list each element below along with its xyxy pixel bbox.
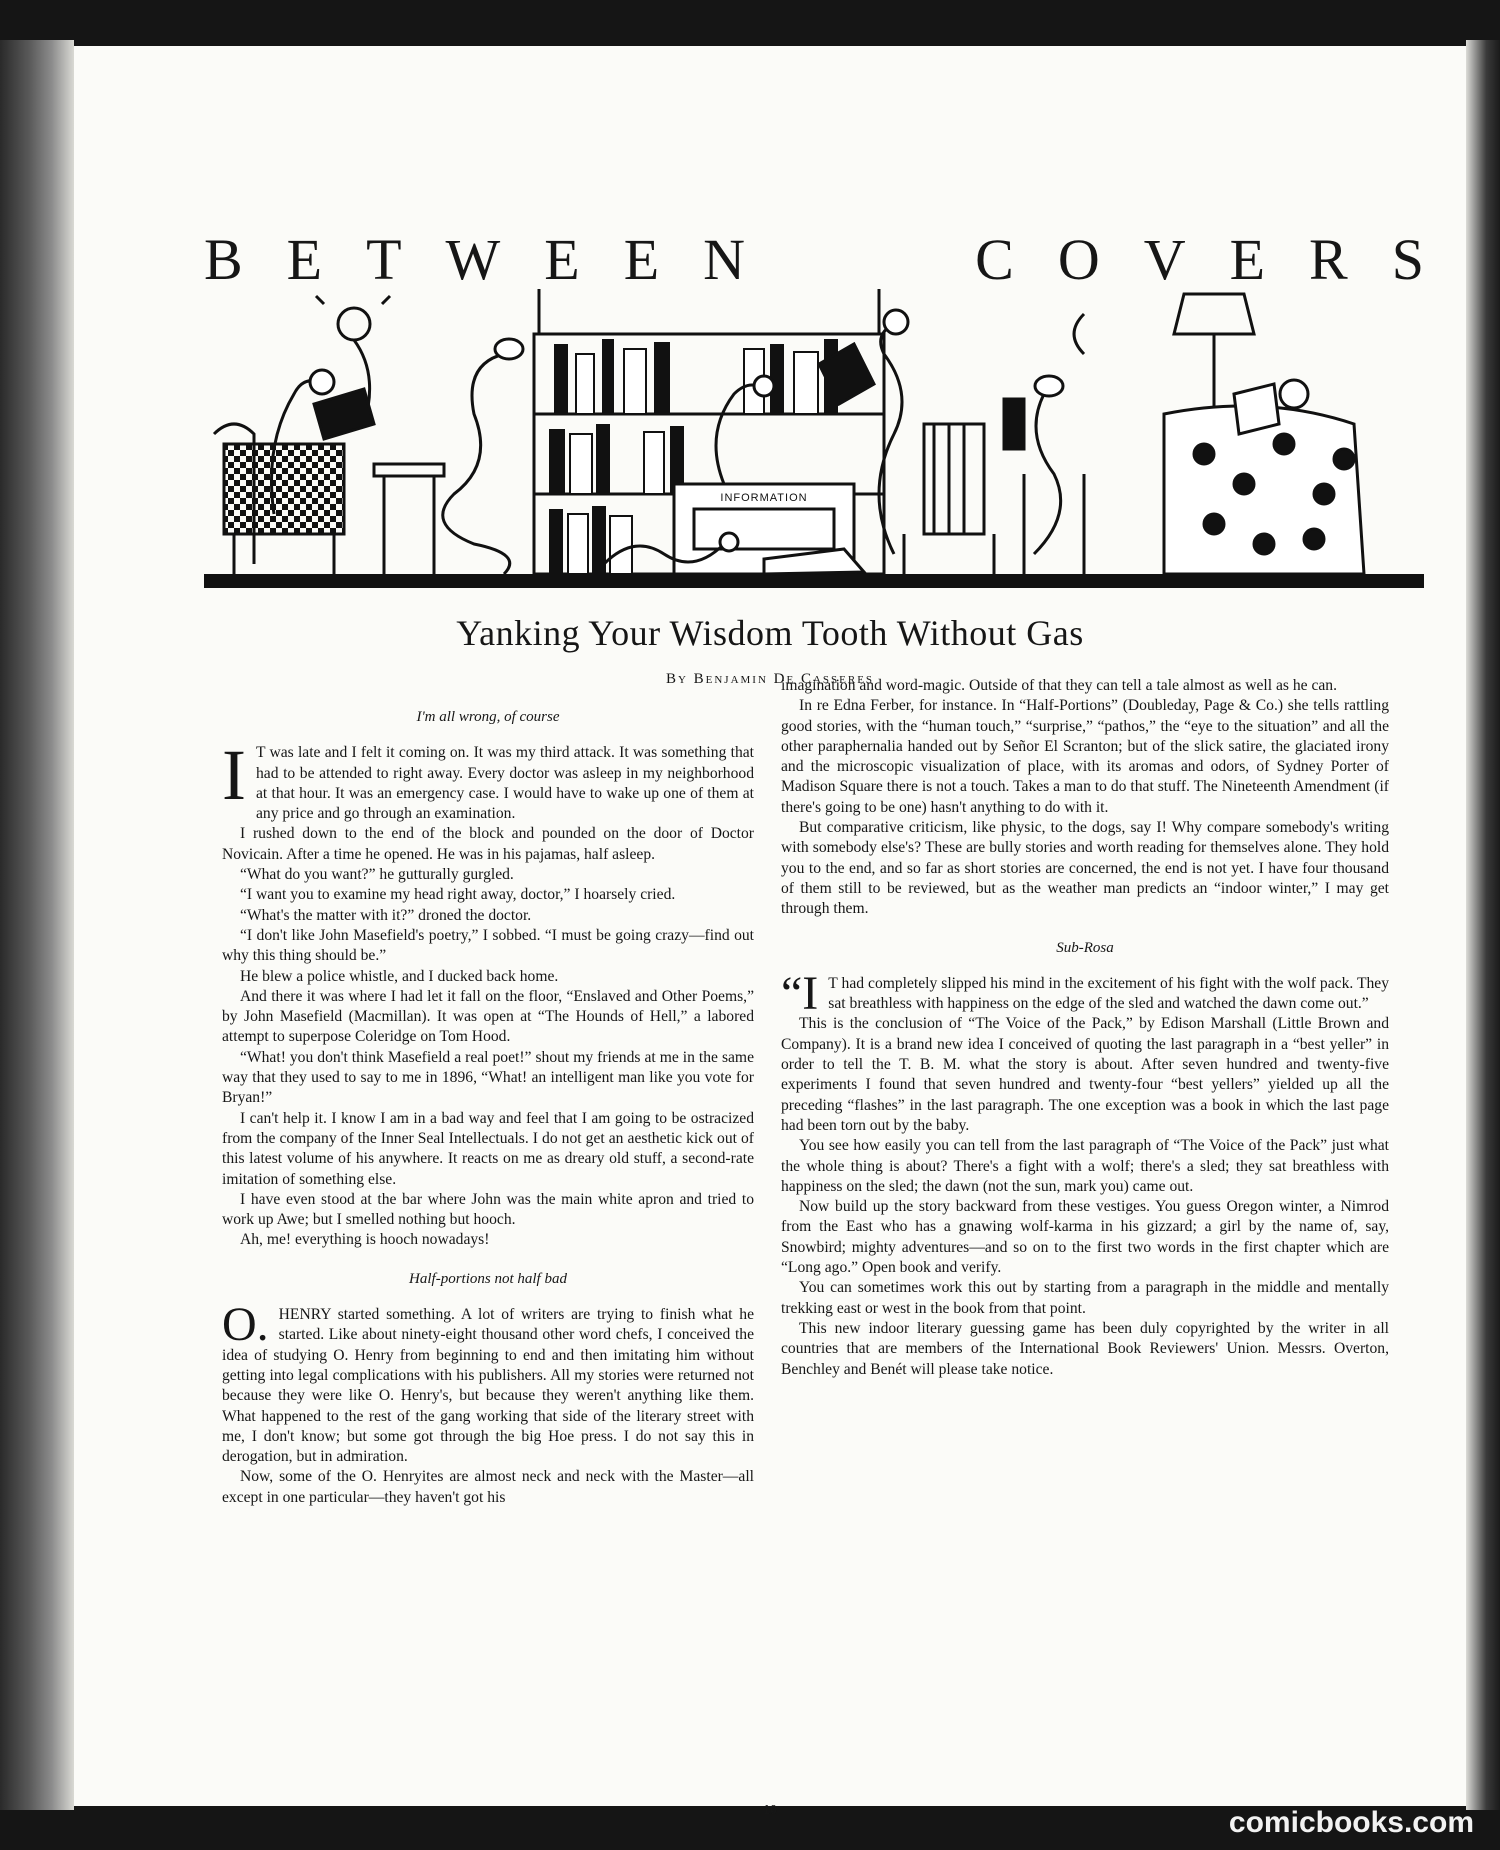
books-bottom-shelf [549, 506, 632, 574]
snake-reading [1004, 376, 1084, 574]
section-heading-sub-rosa: Sub-Rosa [1056, 939, 1114, 956]
paragraph [781, 966, 1389, 1020]
paragraph: I have even stood at the bar where John was the main white apron and tried to work up Awe; but I smelled nothing but hooch. [222, 1190, 754, 1229]
paragraph [222, 1298, 754, 1467]
library-illustration [204, 294, 1424, 594]
watermark: comicbooks.com [1228, 1806, 1474, 1839]
drop-cap-quote-i: “I [781, 966, 819, 1020]
text-column-left [222, 699, 754, 1508]
side-table [374, 464, 444, 574]
section-heading-half-portions: Half-portions not half bad [409, 1270, 567, 1287]
paragraph: This is the conclusion of “The Voice of the Pack,” by Edison Marshall (Little Brown and Company). It is a brand new idea I conceived of quoting the last paragraph in a “best yeller” in order to tell the T. B. M. what the story is about. After seven hundred and twenty-five experiments I found that seven hundred and twenty-four “best yellers” yielded up all the preceding “flashes” in the last paragraph. The one exception was a book in which the last page had been torn out by the baby. [781, 1015, 1389, 1134]
paragraph: In re Edna Ferber, for instance. In “Half-Portions” (Doubleday, Page & Co.) she tells rattling good stories, with the “human touch,” “surprise,” “pathos,” the “eye to the situation” and all the other paraphernalia handed out by Señor El Scranton; but of the slick satire, the glaciated irony and the microscopic visualization of place, with its aromas and odors, of Sydney Porter of Madison Square there is not a touch. Takes a man to do that stuff. The Nineteenth Amendment (if there's going to be one) hasn't anything to do with it. [781, 697, 1389, 816]
paragraph: “What! you don't think Masefield a real poet!” shout my friends at me in the same way that they used to say to me in 1896, “What! an intelligent man like you vote for Bryan!” [222, 1048, 754, 1107]
paragraph: I can't help it. I know I am in a bad way and feel that I am going to be ostracized from the company of the Inner Seal Intellectuals. I do not get an aesthetic kick out of this latest volume of his anywhere. It reacts on me as dreary old stuff, a second-rate imitation of something else. [222, 1109, 754, 1188]
magazine-page [74, 46, 1468, 1818]
masthead-word-between: BETWEEN [204, 227, 790, 292]
section-heading-wrong: I'm all wrong, of course [416, 709, 560, 725]
striped-chair [904, 424, 994, 574]
paragraph-text: T had completely slipped his mind in the excitement of his fight with the wolf pack. They sat breathless with happiness on the edge of the sled and watched the dawn come out.” [828, 974, 1389, 1013]
book-spine-right [1466, 40, 1500, 1810]
paragraph: This new indoor literary guessing game has been duly copyrighted by the writer in all countries that are members of the International Book Reviewers' Union. Messrs. Overton, Benchley and Benét will please take notice. [781, 1319, 1389, 1378]
paragraph: He blew a police whistle, and I ducked back home. [240, 967, 559, 985]
information-desk-sign: INFORMATION [720, 492, 808, 504]
page-number: 10 [763, 1803, 777, 1818]
paragraph-text: HENRY started something. A lot of writers are trying to finish what he started. Like about ninety-eight thousand other word chefs, I conceived the idea of studying O. Henry from beginning to end and then imitating him without getting into legal complications with his publishers. All my stories were returned not because they were like O. Henry's, but because they weren't anything like them. What happened to the rest of the gang working that side of the literary street with me, I don't know; but some got through the big Hoe press. I do not say this in derogation, but in admiration. [222, 1306, 754, 1466]
paragraph: And there it was where I had let it fall on the floor, “Enslaved and Other Poems,” by John Masefield (Macmillan). It was open at “The Hounds of Hell,” a labored attempt to superpose Coleridge on Tom Hood. [222, 987, 754, 1046]
paragraph: You see how easily you can tell from the last paragraph of “The Voice of the Pack” just what the whole thing is about? There's a fight with a wolf; there's a sled; they sat breathless with happiness on the sled; the dawn (not the sun, mark you) came out. [781, 1137, 1389, 1195]
paragraph: You can sometimes work this out by starting from a paragraph in the middle and mentally trekking east or west in the book from that point. [781, 1279, 1389, 1317]
paragraph: “What do you want?” he gutturally gurgled. [240, 866, 514, 884]
paragraph: “What's the matter with it?” droned the doctor. [240, 906, 532, 924]
masthead [204, 226, 1468, 293]
paragraph: “I don't like John Masefield's poetry,” I sobbed. “I must be going crazy—find out why this thing should be.” [222, 926, 754, 965]
article-byline: By Benjamin De Casseres [665, 671, 875, 687]
paragraph: But comparative criticism, like physic, to the dogs, say I! Why compare somebody's writing with somebody else's? These are bully stories and worth reading for themselves alone. They hold you to the end, and so far as short stories are concerned, the end is not yet. I have four thousand of them still to be reviewed, but as the weather man predicts an “indoor winter,” I may get through them. [781, 819, 1389, 918]
paragraph: Ah, me! everything is hooch nowadays! [240, 1231, 490, 1249]
drop-cap-i: I [222, 735, 246, 816]
masthead-word-covers: COVERS [975, 227, 1468, 292]
paragraph: Now build up the story backward from these vestiges. You guess Oregon winter, a Nimrod from the East who has a gnawing wolf-karma in his gizzard; a girl by the name of, say, Snowbird; mighty adventures—and so on to the first two words in the first chapter which are “Long ago.” Open book and verify. [781, 1198, 1389, 1277]
paragraph [222, 735, 754, 824]
books-middle-shelf [549, 424, 684, 494]
text-column-right [781, 676, 1389, 1380]
snake-figure [443, 339, 523, 574]
drop-cap-o: O. [222, 1298, 269, 1352]
books-top-shelf [554, 339, 838, 414]
armchair-left [214, 424, 344, 574]
paragraph: I rushed down to the end of the block and pounded on the door of Doctor Novicain. After a time he opened. He was in his pajamas, half asleep. [222, 825, 754, 863]
paragraph: Now, some of the O. Henryites are almost neck and neck with the Master—all except in one particular—they haven't got his [222, 1468, 754, 1506]
paragraph: “I want you to examine my head right away, doctor,” I hoarsely cried. [240, 886, 676, 904]
paragraph-text: T was late and I felt it coming on. It was my third attack. It was something that had to be attended to right away. Every doctor was asleep in my neighborhood at that hour. It was an emergency case. I would have to wake up one of them at any price and go through an examination. [255, 744, 754, 823]
floor-bar [204, 574, 1424, 588]
polka-dot-armchair [1164, 406, 1364, 574]
paragraph: imagination and word-magic. Outside of that they can tell a tale almost as well as he can. [781, 677, 1337, 694]
book-spine-left [0, 40, 74, 1810]
article-title: Yanking Your Wisdom Tooth Without Gas [456, 613, 1084, 653]
